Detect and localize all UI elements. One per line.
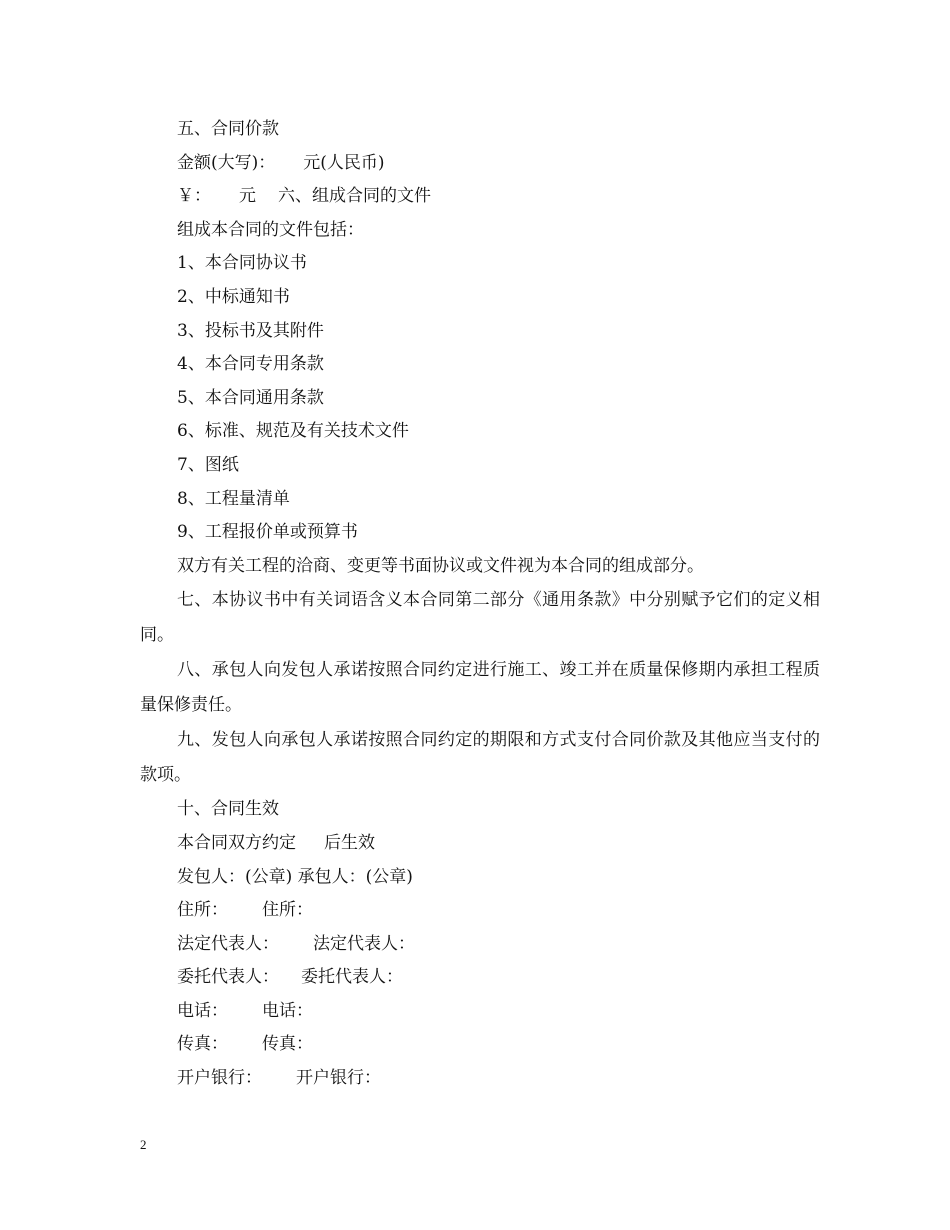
contractor-address-label: 住所： (262, 900, 313, 921)
employer-authorized-rep-label: 委托代表人： (177, 967, 279, 988)
effectiveness-suffix: 后生效 (324, 832, 375, 853)
fax-line (140, 1028, 820, 1062)
list-item: 8、工程量清单 (177, 488, 290, 509)
contractor-phone-label: 电话： (262, 1000, 313, 1021)
employer-address-label: 住所： (177, 900, 228, 921)
section-contract-price-heading: 五、合同价款 (177, 119, 279, 139)
contractor-legal-rep-label: 法定代表人： (313, 933, 415, 954)
list-item: 5、本合同通用条款 (177, 387, 324, 408)
list-item: 1、本合同协议书 (177, 253, 307, 274)
contractor-fax-label: 传真： (262, 1034, 313, 1055)
amount-in-words-line (140, 147, 820, 181)
bank-line (140, 1062, 820, 1096)
section-contract-documents-heading: 六、组成合同的文件 (278, 186, 431, 207)
clause-seven-paragraph: 七、本协议书中有关词语含义本合同第二部分《通用条款》中分别赋予它们的定义相同。 (140, 590, 820, 646)
list-item: 4、本合同专用条款 (177, 354, 324, 375)
amount-currency-label: 元(人民币) (303, 152, 385, 173)
list-item: 2、中标通知书 (177, 286, 290, 307)
clause-eight-paragraph: 八、承包人向发包人承诺按照合同约定进行施工、竣工并在质量保修期内承担工程质量保修责任。 (140, 660, 820, 716)
legal-representative-line (140, 928, 820, 962)
clause-nine-paragraph: 九、发包人向承包人承诺按照合同约定的期限和方式支付合同价款及其他应当支付的款项。 (140, 730, 820, 786)
effectiveness-line (140, 827, 820, 861)
contract-documents-intro: 组成本合同的文件包括： (177, 219, 364, 240)
employer-fax-label: 传真： (177, 1034, 228, 1055)
list-item: 3、投标书及其附件 (177, 320, 324, 341)
parties-seal-line: 发包人：(公章) 承包人：(公章) (177, 866, 413, 887)
authorized-representative-line (140, 961, 820, 995)
contractor-authorized-rep-label: 委托代表人： (301, 967, 403, 988)
amount-figures-label: ￥： (177, 186, 211, 207)
list-item: 9、工程报价单或预算书 (177, 522, 358, 543)
amount-figures-line (140, 180, 820, 214)
list-item: 6、标准、规范及有关技术文件 (177, 421, 409, 442)
contractor-bank-label: 开户银行： (296, 1068, 381, 1089)
section-effectiveness-heading: 十、合同生效 (177, 799, 279, 820)
page-number: 2 (140, 1137, 147, 1152)
phone-line (140, 995, 820, 1029)
employer-legal-rep-label: 法定代表人： (177, 933, 279, 954)
effectiveness-label: 本合同双方约定 (177, 832, 296, 853)
amount-in-words-label: 金额(大写)： (177, 152, 276, 173)
list-item: 7、图纸 (177, 454, 239, 475)
document-body (140, 113, 820, 1096)
documents-note: 双方有关工程的洽商、变更等书面协议或文件视为本合同的组成部分。 (177, 555, 704, 576)
employer-phone-label: 电话： (177, 1000, 228, 1021)
amount-yuan-label: 元 (239, 186, 256, 207)
employer-bank-label: 开户银行： (177, 1068, 262, 1089)
address-line (140, 894, 820, 928)
